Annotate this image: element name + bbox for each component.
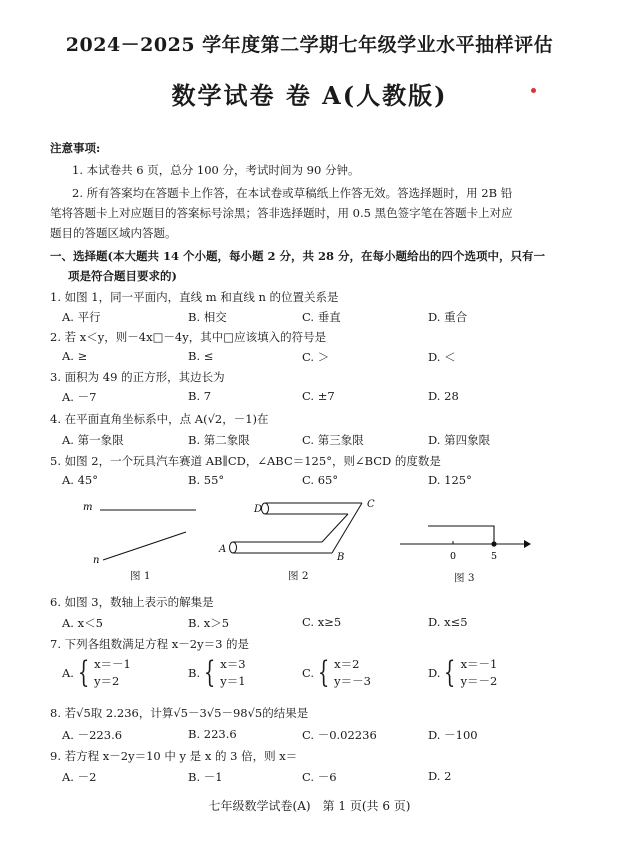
q8-option-b: B. 223.6 bbox=[188, 727, 237, 741]
q5-stem: 5. 如图 2，一个玩具汽车赛道 AB∥CD，∠ABC＝125°，则∠BCD 的度数是 bbox=[50, 454, 441, 468]
q9-option-a: A. －2 bbox=[62, 770, 97, 784]
figure-1-caption: 图 1 bbox=[130, 570, 151, 582]
q7-a-eq1: x＝－1 bbox=[94, 657, 131, 671]
q7-b-label: B. bbox=[188, 666, 201, 680]
q6-option-c: C. x≥5 bbox=[302, 615, 342, 629]
q3-stem: 3. 面积为 49 的正方形，其边长为 bbox=[50, 370, 225, 384]
note-2a: 2. 所有答案均在答题卡上作答，在本试卷或草稿纸上作答无效。答选择题时，用 2B 铅 bbox=[72, 186, 513, 200]
tick-label-0: 0 bbox=[450, 551, 457, 562]
line-n bbox=[103, 532, 186, 560]
section1-line2: 项是符合题目要求的) bbox=[68, 269, 177, 283]
q7-option-a bbox=[62, 656, 131, 690]
q9-option-d: D. 2 bbox=[428, 769, 452, 783]
q5-option-b: B. 55° bbox=[188, 473, 225, 487]
q3-option-b: B. 7 bbox=[188, 389, 212, 403]
figures-area bbox=[0, 490, 619, 590]
q7-option-d bbox=[428, 656, 497, 690]
figure-1 bbox=[83, 502, 196, 566]
brace-icon: { bbox=[444, 655, 456, 690]
figure-3 bbox=[400, 526, 531, 562]
q7-b-eq2: y＝1 bbox=[220, 674, 246, 688]
section1-line1: 一、选择题(本大题共 14 个小题，每小题 2 分，共 28 分，在每小题给出的四个选项中，只有一 bbox=[50, 249, 545, 263]
q7-d-label: D. bbox=[428, 666, 441, 680]
q2-option-b: B. ≤ bbox=[188, 349, 214, 363]
q7-a-label: A. bbox=[62, 666, 74, 680]
q5-option-d: D. 125° bbox=[428, 473, 472, 487]
q7-d-eq2: y＝－2 bbox=[460, 674, 498, 688]
label-n: n bbox=[93, 555, 100, 566]
q3-option-c: C. ±7 bbox=[302, 389, 335, 403]
label-d: D bbox=[254, 504, 263, 515]
q9-option-c: C. －6 bbox=[302, 770, 337, 784]
note-2b: 笔将答题卡上对应题目的答案标号涂黑；答非选择题时，用 0.5 黑色签字笔在答题卡上对应 bbox=[50, 206, 513, 220]
note-1: 1. 本试卷共 6 页，总分 100 分，考试时间为 90 分钟。 bbox=[72, 163, 360, 177]
q7-option-b bbox=[188, 656, 246, 690]
figure-2-caption: 图 2 bbox=[288, 570, 309, 582]
track-end-a bbox=[230, 542, 237, 553]
q5-option-c: C. 65° bbox=[302, 473, 339, 487]
q3-option-d: D. 28 bbox=[428, 389, 459, 403]
q7-stem: 7. 下列各组数满足方程 x－2y＝3 的是 bbox=[50, 637, 250, 651]
brace-icon: { bbox=[77, 655, 90, 690]
q8-option-a: A. －223.6 bbox=[62, 728, 123, 742]
q8-option-c: C. －0.02236 bbox=[302, 728, 377, 742]
q4-stem: 4. 在平面直角坐标系中，点 A(√2，－1)在 bbox=[50, 412, 269, 426]
q6-option-b: B. x＞5 bbox=[188, 616, 230, 630]
q6-stem: 6. 如图 3，数轴上表示的解集是 bbox=[50, 595, 214, 609]
exam-subtitle: 数学试卷 卷 A(人教版) bbox=[171, 81, 448, 110]
q1-stem: 1. 如图 1，同一平面内，直线 m 和直线 n 的位置关系是 bbox=[50, 290, 339, 304]
tick-label-5: 5 bbox=[491, 551, 498, 562]
label-b: B bbox=[337, 552, 345, 563]
q2-option-d: D. ＜ bbox=[428, 350, 456, 364]
q5-option-a: A. 45° bbox=[62, 473, 98, 487]
track-end-d bbox=[262, 503, 269, 514]
q7-c-eq2: y＝－3 bbox=[334, 674, 371, 688]
q7-d-eq1: x＝－1 bbox=[460, 657, 498, 671]
figure-2 bbox=[230, 503, 363, 553]
q9-option-b: B. －1 bbox=[188, 770, 223, 784]
solid-point bbox=[491, 541, 496, 546]
q7-a-eq2: y＝2 bbox=[94, 674, 120, 688]
label-m: m bbox=[83, 502, 93, 513]
brace-icon: { bbox=[203, 655, 216, 690]
notes-heading: 注意事项: bbox=[50, 141, 101, 155]
q6-option-a: A. x＜5 bbox=[62, 616, 103, 630]
q8-stem: 8. 若√5取 2.236，计算√5－3√5－98√5的结果是 bbox=[50, 706, 309, 720]
exam-title: 2024－2025 学年度第二学期七年级学业水平抽样评估 bbox=[65, 34, 554, 56]
q3-option-a: A. －7 bbox=[62, 390, 97, 404]
q7-option-c bbox=[302, 656, 371, 690]
q2-option-a: A. ≥ bbox=[62, 349, 88, 363]
q7-c-eq1: x＝2 bbox=[334, 657, 360, 671]
q6-option-d: D. x≤5 bbox=[428, 615, 468, 629]
q8-option-d: D. －100 bbox=[428, 728, 478, 742]
note-2c: 题目的答题区域内答题。 bbox=[50, 226, 177, 240]
q1-option-c: C. 垂直 bbox=[302, 310, 341, 324]
q1-option-a: A. 平行 bbox=[62, 310, 101, 324]
label-a: A bbox=[219, 544, 227, 555]
q4-option-a: A. 第一象限 bbox=[62, 433, 124, 447]
q4-option-d: D. 第四象限 bbox=[428, 433, 491, 447]
solution-ray bbox=[428, 526, 494, 544]
q7-c-label: C. bbox=[302, 666, 315, 680]
brace-icon: { bbox=[317, 655, 330, 690]
q1-option-d: D. 重合 bbox=[428, 310, 468, 324]
track-slant-inner bbox=[322, 514, 348, 542]
q2-stem: 2. 若 x＜y，则－4x□－4y，其中□应该填入的符号是 bbox=[50, 330, 327, 344]
q9-stem: 9. 若方程 x－2y＝10 中 y 是 x 的 3 倍，则 x＝ bbox=[50, 749, 298, 763]
track-slant-outer bbox=[332, 503, 362, 553]
figure-3-caption: 图 3 bbox=[454, 572, 475, 584]
arrow-head-icon bbox=[524, 540, 531, 548]
q4-option-c: C. 第三象限 bbox=[302, 433, 364, 447]
q4-option-b: B. 第二象限 bbox=[188, 433, 250, 447]
q1-option-b: B. 相交 bbox=[188, 310, 227, 324]
q7-b-eq1: x＝3 bbox=[220, 657, 246, 671]
q2-option-c: C. ＞ bbox=[302, 350, 330, 364]
label-c: C bbox=[367, 499, 375, 510]
page-footer: 七年级数学试卷(A) 第 1 页(共 6 页) bbox=[208, 799, 411, 813]
red-mark bbox=[531, 88, 536, 93]
